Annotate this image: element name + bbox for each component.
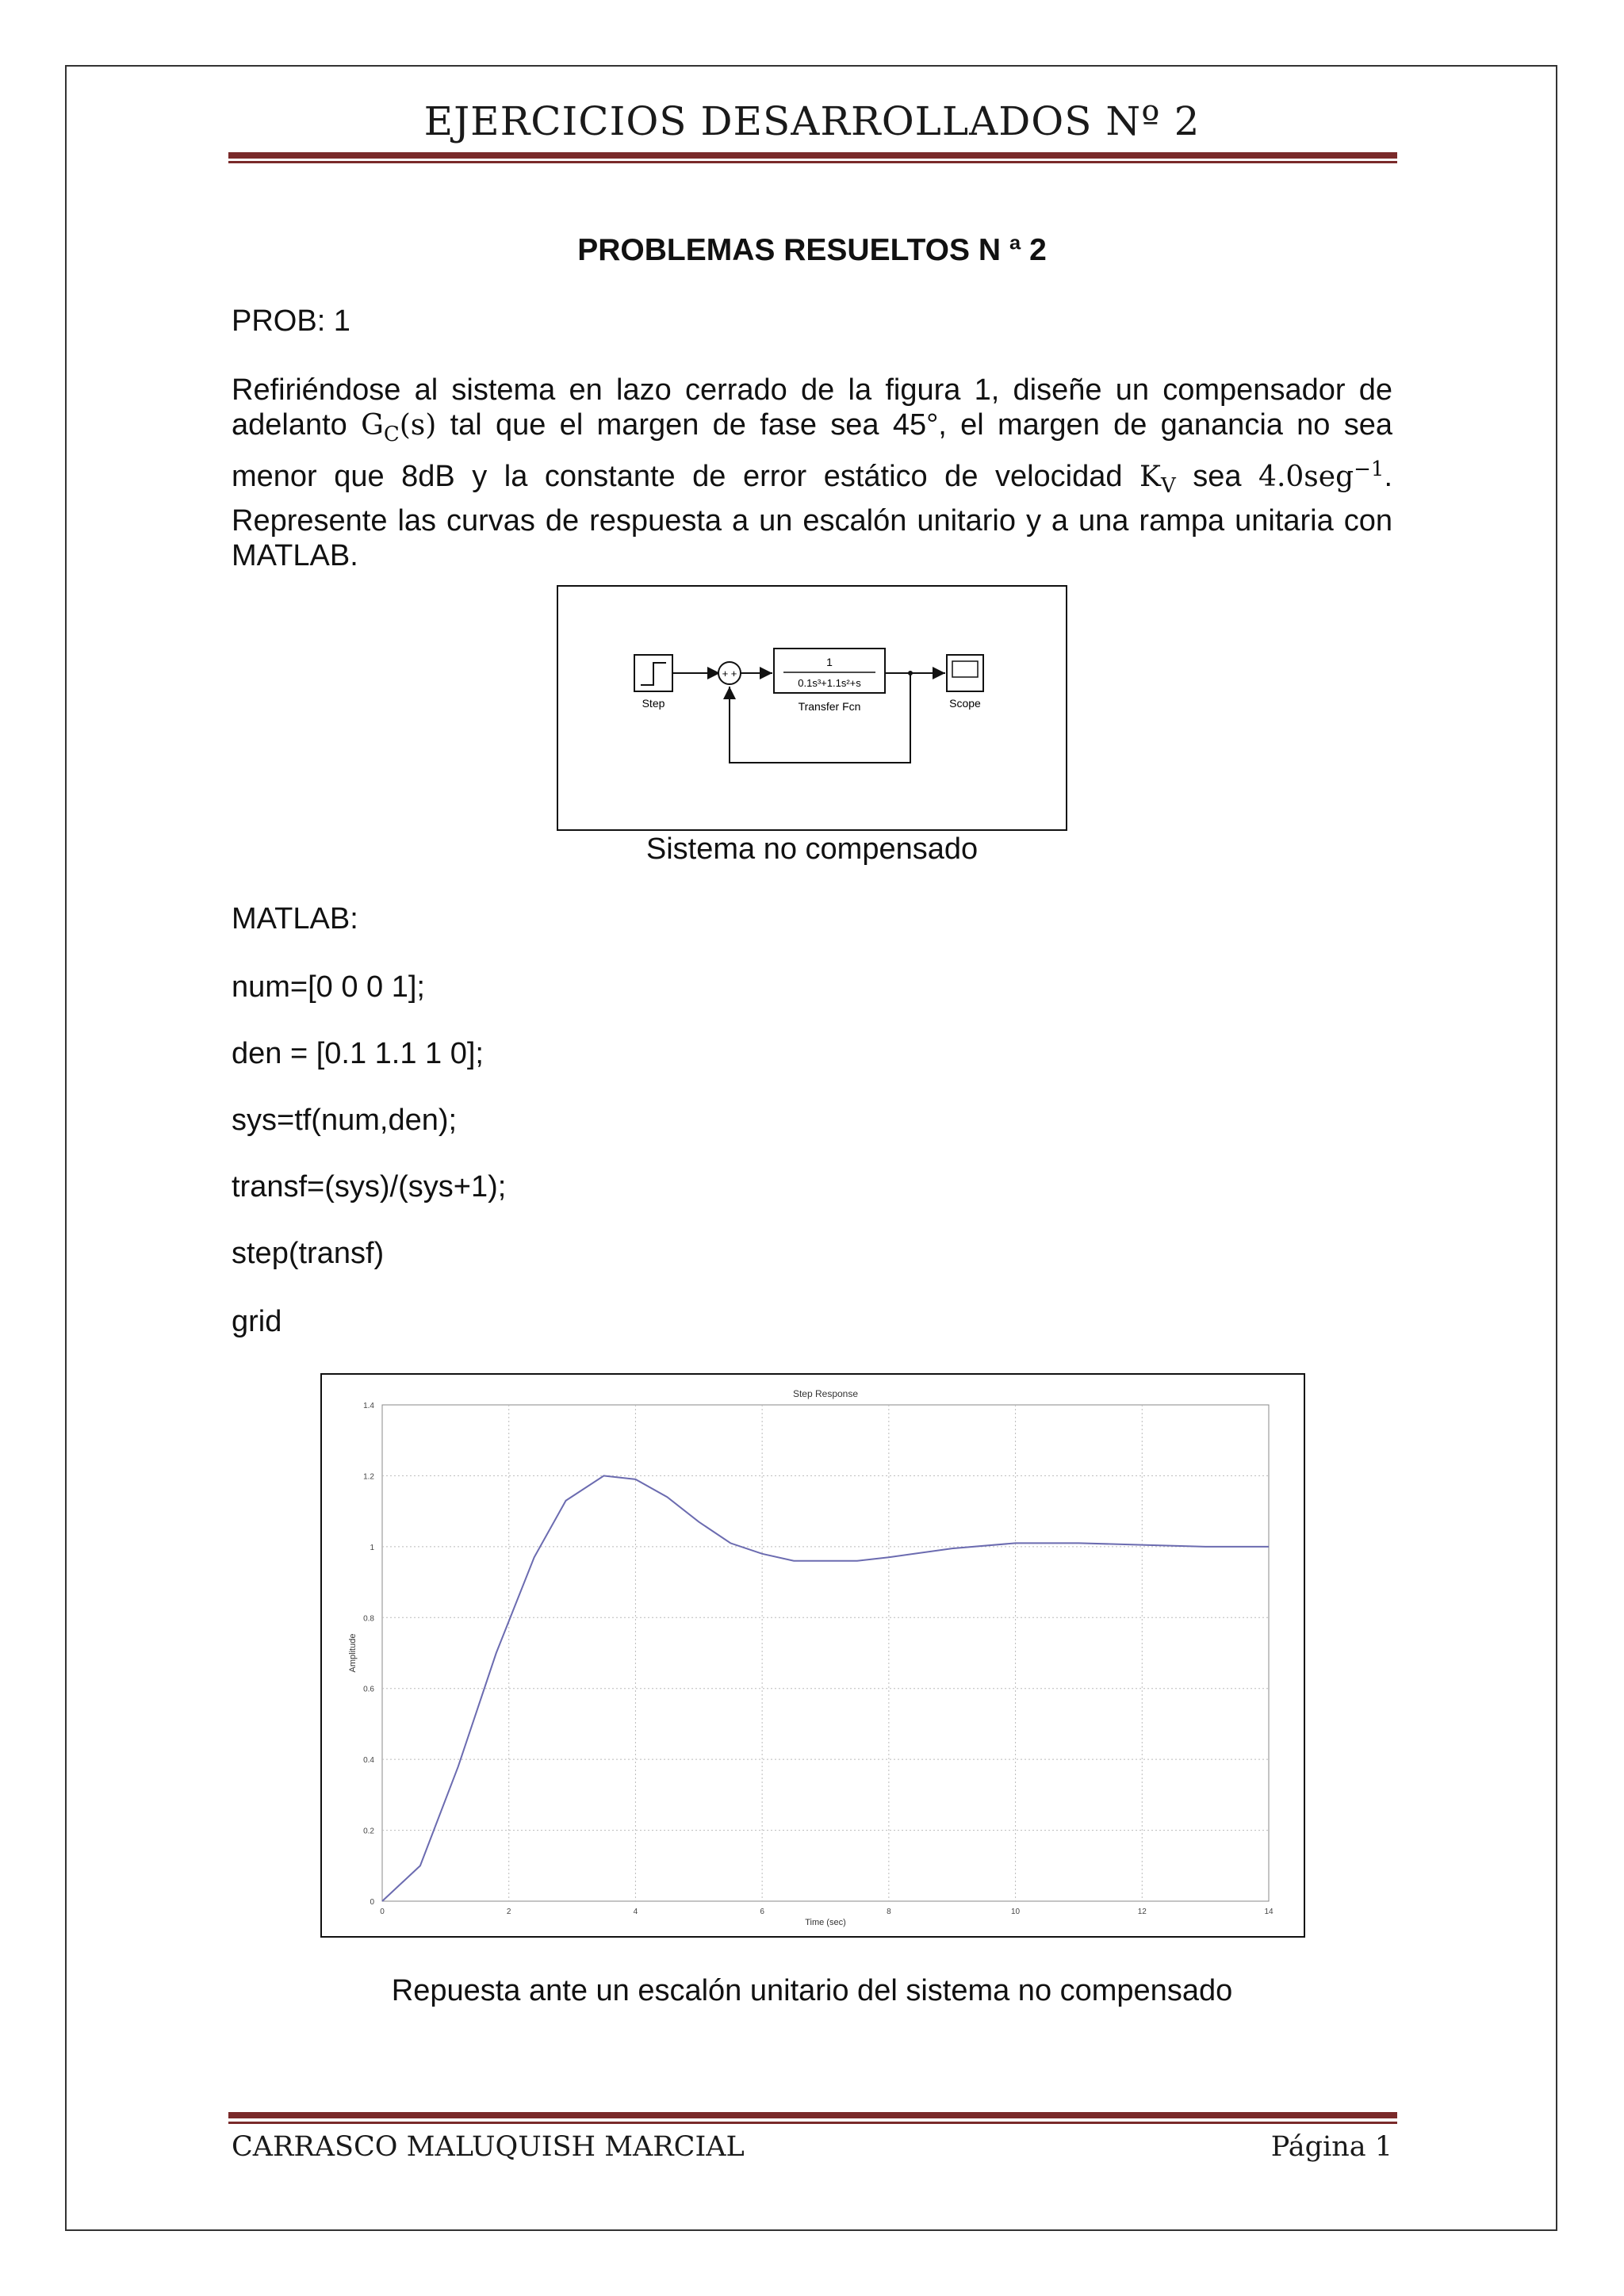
scope-label: Scope — [949, 697, 981, 710]
code-line: transf=(sys)/(sys+1); — [232, 1170, 507, 1203]
gc-symbol: $G_C(s)$ — [361, 409, 437, 447]
step-response-chart — [322, 1375, 1304, 1936]
statement-part-1: Refiriéndose al sistema en lazo cerrado de la figura 1, diseñe un compensador de adelanto — [232, 373, 1392, 442]
problem-statement — [232, 373, 1392, 573]
tf-denominator: 0.1s³+1.1s²+s — [798, 677, 861, 689]
y-tick-label: 0 — [370, 1898, 374, 1907]
code-line: sys=tf(num,den); — [232, 1104, 458, 1137]
x-tick-label: 4 — [633, 1908, 638, 1916]
y-tick-label: 1.2 — [363, 1472, 374, 1482]
transfer-fcn-block — [774, 649, 885, 713]
problem-label: PROB: 1 — [232, 304, 350, 338]
header-rule-thin — [228, 161, 1397, 163]
y-tick-label: 1 — [370, 1543, 374, 1552]
y-axis-label: Amplitude — [348, 1633, 358, 1673]
code-line: den = [0.1 1.1 1 0]; — [232, 1037, 484, 1070]
x-tick-label: 8 — [887, 1908, 891, 1916]
y-tick-label: 0.2 — [363, 1827, 374, 1836]
y-tick-label: 0.6 — [363, 1685, 374, 1694]
footer-author: CARRASCO MALUQUISH MARCIAL — [232, 2131, 745, 2163]
x-tick-label: 14 — [1264, 1908, 1274, 1916]
code-line: step(transf) — [232, 1237, 385, 1270]
sum-signs: + + — [722, 668, 737, 679]
code-line: num=[0 0 0 1]; — [232, 970, 425, 1004]
footer-rule-thin — [228, 2122, 1397, 2124]
step-label: Step — [642, 697, 665, 710]
chart-title: Step Response — [792, 1388, 859, 1399]
chart-caption: Repuesta ante un escalón unitario del sistema no compensado — [391, 1974, 1233, 2007]
matlab-label: MATLAB: — [232, 902, 358, 936]
y-tick-label: 0.4 — [363, 1756, 374, 1766]
statement-part-3: sea — [1175, 460, 1259, 494]
diagram-caption: Sistema no compensado — [645, 832, 979, 866]
y-tick-label: 1.4 — [363, 1402, 374, 1410]
x-tick-label: 2 — [506, 1908, 511, 1916]
y-tick-label: 0.8 — [363, 1614, 374, 1624]
code-line: grid — [232, 1305, 282, 1338]
sum-junction — [718, 662, 741, 684]
header-title: EJERCICIOS DESARROLLADOS Nº 2 — [423, 98, 1201, 144]
tf-label: Transfer Fcn — [798, 700, 861, 713]
block-diagram — [557, 585, 1067, 831]
tf-numerator: 1 — [826, 656, 833, 668]
x-tick-label: 10 — [1011, 1908, 1021, 1916]
scope-block — [947, 655, 983, 710]
step-block — [634, 655, 672, 710]
kv-symbol: $K_V$ — [1139, 461, 1176, 499]
x-axis-label: Time (sec) — [805, 1918, 846, 1927]
statement-part-4: . Represente las curvas de respuesta a un escalón unitario y a una rampa unitaria con MATLAB. — [232, 460, 1393, 573]
x-tick-label: 0 — [380, 1908, 385, 1916]
section-title: PROBLEMAS RESUELTOS N ª 2 — [577, 233, 1047, 267]
footer-rule-thick — [228, 2112, 1397, 2118]
x-tick-label: 12 — [1137, 1908, 1147, 1916]
footer-page-number: Página 1 — [1270, 2131, 1392, 2163]
x-tick-label: 6 — [760, 1908, 764, 1916]
plot-area — [382, 1405, 1269, 1901]
header-rule-thick — [228, 152, 1397, 159]
statement-part-2: tal que el margen de fase sea 45°, el margen de ganancia no sea menor que 8dB y la constante de error estático de velocidad — [232, 408, 1392, 494]
kv-value: 4.0seg$^{-1}$ — [1258, 457, 1385, 494]
step-response-plot — [320, 1373, 1305, 1938]
